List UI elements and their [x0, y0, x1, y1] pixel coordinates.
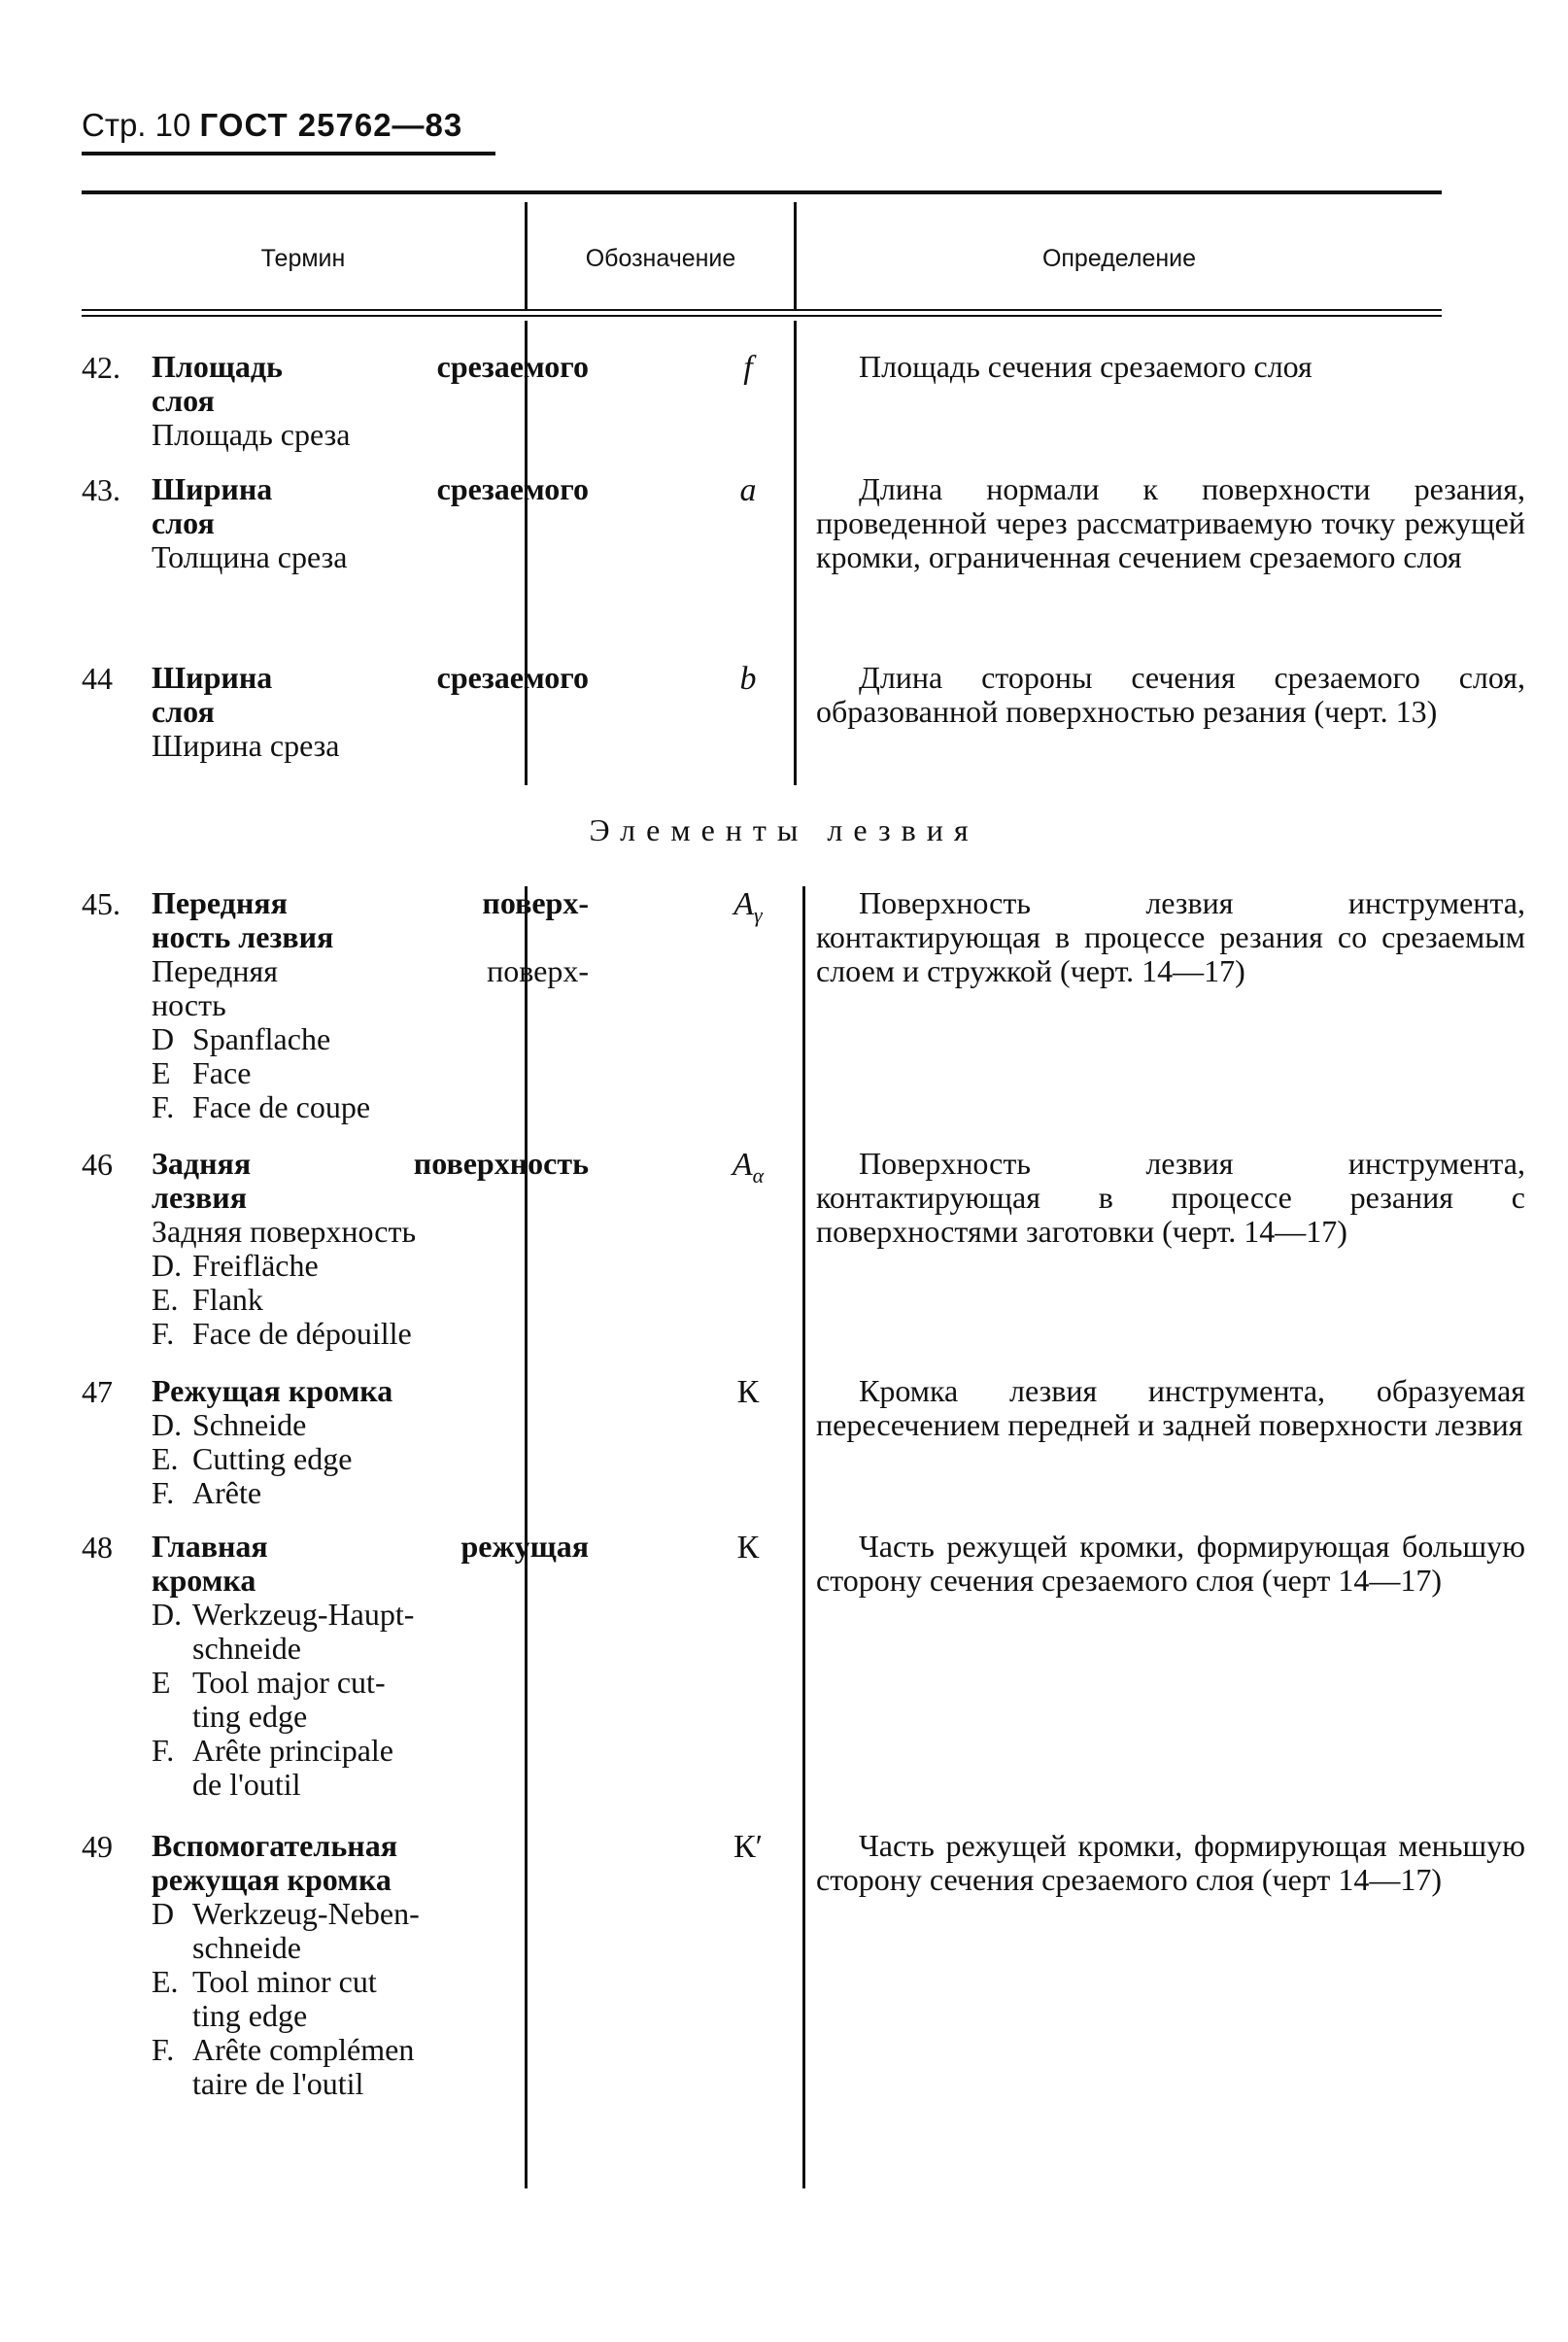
- foreign-term: ting edge: [192, 1998, 308, 2033]
- symbol-subscript: α: [752, 1163, 765, 1188]
- term-definition: Длина нормали к поверхности резания, проведенной через рассматриваемую точку режущей кромки, ограниченная сечением срезаемого слоя: [816, 471, 1525, 574]
- term-number: 45.: [82, 886, 120, 921]
- term-symbol: К: [736, 1530, 760, 1566]
- foreign-equivalent: [152, 1090, 589, 1124]
- foreign-term: Werkzeug-Neben-: [192, 1896, 420, 1931]
- term-definition: Поверхность лезвия инструмента, контактирующая в процессе резания со срезаемым слоем и стружкой (черт. 14—17): [816, 885, 1525, 988]
- foreign-term: Tool major cut-: [192, 1665, 386, 1700]
- term-definition: Часть режущей кромки, формирующая большую сторону сечения срезаемого слоя (черт 14—17): [816, 1529, 1525, 1598]
- header-rule: [82, 309, 1442, 311]
- foreign-equivalent: [152, 1283, 589, 1317]
- term-title: режущая кромка: [152, 1862, 392, 1897]
- term-cell: [152, 1829, 589, 2101]
- term-symbol: b: [739, 661, 757, 697]
- term-title: ность лезвия: [152, 919, 334, 954]
- foreign-equivalent: [152, 1442, 589, 1476]
- foreign-equivalent: [152, 1666, 589, 1700]
- term-title: Задняя поверхность: [152, 1146, 589, 1181]
- foreign-term: Face: [192, 1055, 252, 1090]
- symbol-subscript: γ: [754, 903, 763, 927]
- term-definition: Поверхность лезвия инструмента, контактирующая в процессе резания с поверхностями заготовки (черт. 14—17): [816, 1146, 1525, 1249]
- header-rule-double: [82, 315, 1442, 317]
- term-number: 43.: [82, 472, 120, 507]
- foreign-equivalent: [152, 1931, 589, 1965]
- foreign-equivalent: [152, 1598, 589, 1632]
- foreign-term: Face de coupe: [192, 1089, 371, 1124]
- term-synonym: Площадь среза: [152, 417, 351, 452]
- term-cell: [152, 350, 589, 452]
- term-synonym: Задняя поверхность: [152, 1214, 417, 1249]
- foreign-term: Schneide: [192, 1407, 307, 1442]
- term-symbol: f: [743, 350, 753, 386]
- foreign-equivalent: [152, 1022, 589, 1056]
- header-underline: [82, 152, 495, 155]
- foreign-term: Spanflache: [192, 1021, 331, 1056]
- term-number: 46: [82, 1147, 113, 1182]
- page-number: Стр. 10: [82, 107, 191, 143]
- term-number: 44: [82, 661, 113, 696]
- foreign-equivalent: [152, 1408, 589, 1442]
- column-header-term: Термин: [260, 245, 346, 272]
- standard-number: ГОСТ 25762—83: [199, 107, 463, 143]
- foreign-equivalent: [152, 1632, 589, 1666]
- foreign-equivalent: [152, 1056, 589, 1090]
- language-code: D.: [152, 1248, 183, 1283]
- foreign-equivalent: [152, 1249, 589, 1283]
- language-code: F.: [152, 1089, 175, 1124]
- term-title: слоя: [152, 383, 215, 418]
- column-divider: [525, 202, 528, 309]
- term-definition: Длина стороны сечения срезаемого слоя, образованной поверхностью резания (черт. 13): [816, 660, 1525, 729]
- term-synonym: Передняя поверх-: [152, 953, 589, 988]
- foreign-term: Freifläche: [192, 1248, 319, 1283]
- foreign-equivalent: [152, 1476, 589, 1510]
- term-definition: Часть режущей кромки, формирующая меньшую сторону сечения срезаемого слоя (черт 14—17): [816, 1828, 1525, 1897]
- language-code: F.: [152, 1733, 175, 1768]
- page-header: [82, 107, 462, 144]
- foreign-equivalent: [152, 1768, 589, 1802]
- foreign-equivalent: [152, 2033, 589, 2067]
- column-header-symbol: Обозначение: [585, 245, 736, 272]
- term-title: Площадь срезаемого: [152, 349, 589, 384]
- foreign-equivalent: [152, 1700, 589, 1734]
- term-title: Передняя поверх-: [152, 885, 589, 920]
- foreign-term: taire de l'outil: [192, 2066, 364, 2101]
- term-synonym: Ширина среза: [152, 728, 340, 763]
- foreign-term: Face de dépouille: [192, 1316, 412, 1351]
- language-code: E.: [152, 1964, 179, 1999]
- language-code: E: [152, 1665, 171, 1700]
- foreign-equivalent: [152, 1897, 589, 1931]
- foreign-term: schneide: [192, 1631, 301, 1666]
- language-code: E: [152, 1055, 171, 1090]
- term-title: Главная режущая: [152, 1529, 589, 1564]
- foreign-term: Cutting edge: [192, 1441, 353, 1476]
- language-code: F.: [152, 1316, 175, 1351]
- column-divider: [794, 202, 797, 309]
- term-definition: Площадь сечения срезаемого слоя: [859, 349, 1312, 384]
- language-code: D: [152, 1896, 175, 1931]
- section-title: Элементы лезвия: [589, 812, 979, 847]
- term-number: 49: [82, 1829, 113, 1864]
- term-title: Режущая кромка: [152, 1373, 393, 1408]
- term-title: слоя: [152, 694, 215, 729]
- term-title: Ширина срезаемого: [152, 471, 589, 506]
- table-top-rule: [82, 190, 1442, 194]
- term-title: Ширина срезаемого: [152, 660, 589, 695]
- language-code: F.: [152, 2032, 175, 2067]
- term-number: 42.: [82, 350, 120, 385]
- foreign-term: Tool minor cut: [192, 1964, 377, 1999]
- foreign-equivalent: [152, 2067, 589, 2101]
- term-title: лезвия: [152, 1180, 248, 1215]
- foreign-equivalent: [152, 1734, 589, 1768]
- foreign-term: Arête principale: [192, 1733, 393, 1768]
- term-symbol: a: [739, 472, 757, 508]
- term-title: слоя: [152, 505, 215, 540]
- term-definition: Кромка лезвия инструмента, образуемая пересечением передней и задней поверхности лезвия: [816, 1373, 1525, 1442]
- foreign-term: de l'outil: [192, 1767, 301, 1802]
- language-code: F.: [152, 1475, 175, 1510]
- term-number: 48: [82, 1530, 113, 1565]
- foreign-equivalent: [152, 1317, 589, 1351]
- language-code: D: [152, 1021, 175, 1056]
- term-cell: [152, 1530, 589, 1802]
- term-synonym: Толщина среза: [152, 539, 348, 574]
- term-cell: [152, 1147, 589, 1351]
- language-code: D.: [152, 1597, 183, 1632]
- foreign-term: Werkzeug-Haupt-: [192, 1597, 415, 1632]
- term-number: 47: [82, 1374, 113, 1409]
- term-symbol: К: [736, 1374, 760, 1410]
- foreign-term: ting edge: [192, 1699, 308, 1734]
- language-code: E.: [152, 1441, 179, 1476]
- term-symbol: $A_\alpha$: [732, 1147, 765, 1188]
- foreign-equivalent: [152, 1965, 589, 1999]
- foreign-equivalent: [152, 1999, 589, 2033]
- term-title: кромка: [152, 1563, 256, 1598]
- column-divider: [794, 321, 797, 785]
- term-symbol: $A_\gamma$: [733, 886, 763, 927]
- language-code: E.: [152, 1282, 179, 1317]
- language-code: D.: [152, 1407, 183, 1442]
- term-cell: [152, 472, 589, 574]
- term-cell: [152, 661, 589, 763]
- foreign-term: schneide: [192, 1930, 301, 1965]
- foreign-term: Arête: [192, 1475, 262, 1510]
- term-cell: [152, 1374, 589, 1510]
- term-title: Вспомогательная: [152, 1828, 397, 1863]
- foreign-term: Arête complémen: [192, 2032, 415, 2067]
- term-synonym: ность: [152, 987, 226, 1022]
- foreign-term: Flank: [192, 1282, 263, 1317]
- term-symbol: К′: [733, 1829, 764, 1865]
- term-cell: [152, 886, 589, 1124]
- column-header-definition: Определение: [1041, 245, 1197, 272]
